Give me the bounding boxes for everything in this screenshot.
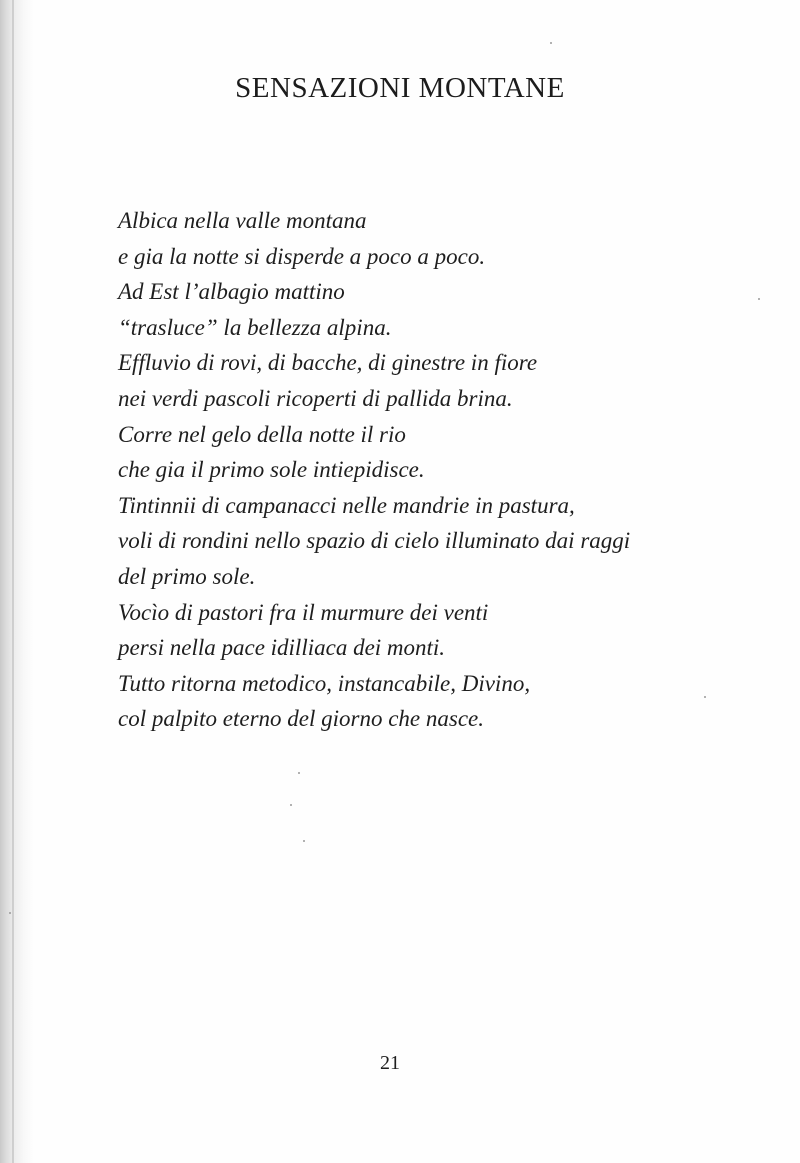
poem-line: e gia la notte si disperde a poco a poco.: [118, 243, 486, 269]
poem-line: Tutto ritorna metodico, instancabile, Divino,: [118, 670, 531, 696]
scan-speck: [550, 42, 552, 44]
scan-speck: [298, 772, 300, 774]
poem-line: Corre nel gelo della notte il rio: [118, 421, 406, 447]
scan-speck: [9, 912, 11, 914]
poem-line: Vocìo di pastori fra il murmure dei venti: [118, 599, 489, 625]
scan-speck: [290, 804, 292, 806]
poem-line: Effluvio di rovi, di bacche, di ginestre in fiore: [118, 350, 538, 376]
poem-line: del primo sole.: [118, 563, 256, 589]
binding-shadow: [0, 0, 34, 1163]
binding-edge: [12, 0, 14, 1163]
poem-line: persi nella pace idilliaca dei monti.: [118, 635, 446, 661]
page-number: 21: [380, 1052, 400, 1074]
scan-speck: [758, 298, 760, 300]
poem-title: SENSAZIONI MONTANE: [235, 72, 565, 104]
poem-line: “trasluce” la bellezza alpina.: [118, 314, 392, 340]
poem-body: [118, 203, 630, 737]
poem-line: voli di rondini nello spazio di cielo illuminato dai raggi: [118, 528, 631, 554]
poem-line: col palpito eterno del giorno che nasce.: [118, 706, 485, 732]
poem-line: Albica nella valle montana: [118, 208, 367, 233]
poem-line: Tintinnii di campanacci nelle mandrie in pastura,: [118, 492, 575, 518]
scan-speck: [303, 840, 305, 842]
poem-line: nei verdi pascoli ricoperti di pallida brina.: [118, 385, 513, 411]
poem-line: Ad Est l’albagio mattino: [118, 279, 345, 305]
poem-line: che gia il primo sole intiepidisce.: [118, 457, 425, 483]
scan-speck: [704, 696, 706, 698]
